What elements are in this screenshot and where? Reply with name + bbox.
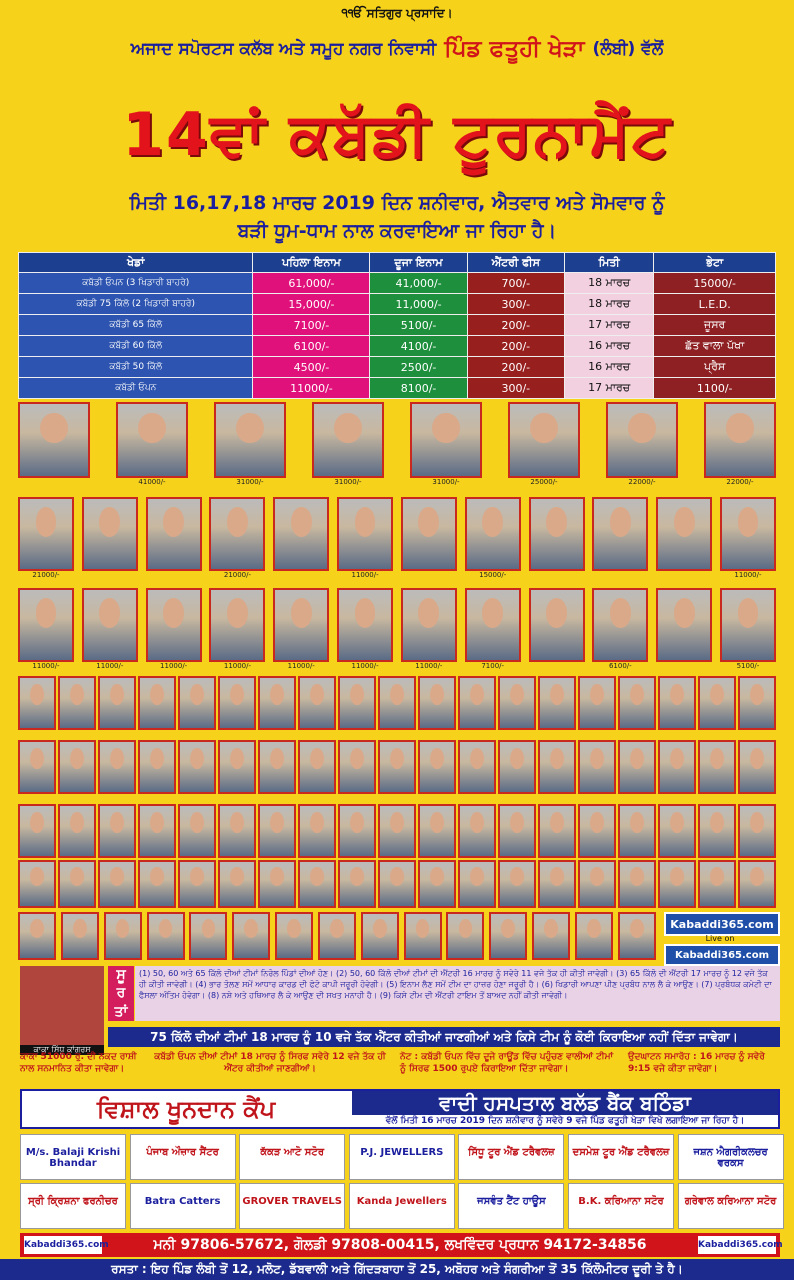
sponsor-ad [678, 1183, 784, 1229]
col-header-second-prize: ਦੂਜਾ ਇਨਾਮ [370, 253, 467, 273]
prize-cell: 8100/- [370, 378, 467, 399]
sponsor-thumb [178, 804, 216, 858]
sponsor-card [656, 497, 712, 579]
sponsor-card [508, 402, 580, 486]
sponsor-thumb [338, 804, 376, 858]
leader-caption: ਕਾਕਾ ਸਿੱਧੂ ਕਾਂਗਰਸ [20, 1045, 104, 1055]
sponsor-photo [704, 402, 776, 478]
prize-table [18, 252, 776, 399]
sponsor-thumb [104, 912, 142, 960]
kabaddi365-web: Kabaddi365.com [664, 944, 780, 966]
sponsor-photo [606, 402, 678, 478]
blood-camp-details: ਵੱਲੋਂ ਮਿਤੀ 16 ਮਾਰਚ 2019 ਦਿਨ ਸ਼ਨੀਵਾਰ ਨੂੰ ਸਵੇਰੇ 9 ਵਜੇ ਪਿੰਡ ਫਤੂਹੀ ਖੇੜਾ ਵਿਖੇ ਲਗਾਇਆ ਜਾ ਰਿਹਾ ਹੈ। [385, 1116, 745, 1126]
sponsor-thumb [138, 740, 176, 794]
sponsor-amount: 21000/- [223, 571, 252, 579]
sponsor-thumb [18, 912, 56, 960]
sponsor-thumb [178, 676, 216, 730]
sponsor-photo [82, 588, 138, 662]
rules-text: (1) 50, 60 ਅਤੇ 65 ਕਿੱਲੋ ਦੀਆਂ ਟੀਮਾਂ ਨਿਰੋਲ ਪਿੰਡਾਂ ਦੀਆਂ ਹੋਣ। (2) 50, 60 ਕਿੱਲੋ ਦੀਆਂ ਟੀਮਾਂ ਦੀ ਐਂਟਰੀ 16 ਮਾਰਚ ਨੂੰ ਸਵੇਰੇ 11 ਵਜੇ ਤੱਕ ਹੀ ਕੀਤੀ ਜਾਵੇਗੀ। (3) 65 ਕਿੱਲੋ ਦੀ ਐਂਟਰੀ 17 ਮਾਰਚ ਨੂੰ 12 ਵਜੇ ਤੱਕ ਹੀ ਕੀਤੀ ਜਾਵੇਗੀ। (4) ਭਾਰ ਤੋਲਣ ਸਮੇਂ ਆਧਾਰ ਕਾਰਡ ਦੀ ਫੋਟੋ ਕਾਪੀ ਜਰੂਰੀ ਹੋਵੇਗੀ। (5) ਇਨਾਮ ਲੈਣ ਸਮੇਂ ਟੀਮ ਦਾ ਹਾਜ਼ਰ ਹੋਣਾ ਜਰੂਰੀ ਹੈ। (6) ਖਿਡਾਰੀ ਆਪਣਾ ਪੀਣ ਪ੍ਰਬੰਧ ਨਾਲ ਲੈ ਕੇ ਆਉਣ। (7) ਪ੍ਰਬੰਧਕ ਕਮੇਟੀ ਦਾ ਫੈਸਲਾ ਅੰਤਿਮ ਹੋਵੇਗਾ। (8) ਨਸ਼ੇ ਅਤੇ ਹਥਿਆਰ ਲੈ ਕੇ ਆਉਣ ਦੀ ਸਖਤ ਮਨਾਹੀ ਹੈ। (9) ਕਿਸੇ ਟੀਮ ਦੀ ਐਂਟਰੀ ਟਾਇਮ ਤੋਂ ਬਾਅਦ ਨਹੀਂ ਕੀਤੀ ਜਾਵੇਗੀ। [135, 966, 780, 1021]
sponsor-ad [130, 1183, 236, 1229]
sponsor-ad [239, 1183, 345, 1229]
sponsor-ad-name: ਜਸਵੰਤ ਟੈਂਟ ਹਾਊਸ [477, 1196, 546, 1207]
sponsor-thumb [458, 676, 496, 730]
sponsor-thumb [738, 740, 776, 794]
sponsor-thumb [98, 804, 136, 858]
sponsor-thumb [458, 740, 496, 794]
sponsor-card [401, 497, 457, 579]
sponsor-photo [401, 588, 457, 662]
prize-cell: 61,000/- [253, 273, 370, 294]
sponsor-thumb [538, 676, 576, 730]
leader-photo [20, 966, 104, 1046]
sponsor-card [312, 402, 384, 486]
sponsor-ad [20, 1134, 126, 1180]
sponsor-photo [720, 497, 776, 571]
sponsor-thumb [618, 676, 656, 730]
sponsor-amount: 15000/- [479, 571, 507, 579]
sponsor-thumb [532, 912, 570, 960]
sponsor-thumb [98, 676, 136, 730]
sponsor-photo [337, 588, 393, 662]
sponsor-thumb [378, 860, 416, 908]
sponsor-ad [349, 1134, 455, 1180]
sponsor-thumb [618, 860, 656, 908]
sponsor-card [18, 497, 74, 579]
sponsor-card [82, 588, 138, 670]
sponsor-card [146, 588, 202, 670]
sponsor-amount: 11000/- [734, 571, 762, 579]
sponsor-ad [349, 1183, 455, 1229]
sponsor-photo [273, 497, 329, 571]
poster-title: 14ਵਾਂ ਕਬੱਡੀ ਟੂਰਨਾਮੈਂਟ [122, 100, 672, 170]
sponsor-ad [20, 1183, 126, 1229]
sponsor-thumb [738, 804, 776, 858]
sponsor-photo [18, 497, 74, 571]
contact-numbers: ਮਨੀ 97806-57672, ਗੋਲਡੀ 97808-00415, ਲਖਵਿੰਦਰ ਪ੍ਰਧਾਨ 94172-34856 [153, 1237, 647, 1253]
sponsor-thumb [498, 676, 536, 730]
prize-cell: 41,000/- [370, 273, 467, 294]
prize-cell: 15000/- [654, 273, 776, 294]
sponsor-amount: 11000/- [287, 662, 315, 670]
sponsor-card [18, 588, 74, 670]
sponsor-thumb [378, 740, 416, 794]
prize-cell: ਕਬੱਡੀ 75 ਕਿੱਲੋ (2 ਖਿਡਾਰੀ ਬਾਹਰੇ) [19, 294, 253, 315]
sponsor-thumb [658, 804, 696, 858]
prize-cell: 6100/- [253, 336, 370, 357]
sponsor-thumb [258, 804, 296, 858]
rules-label-3: ਤਾਂ [114, 1003, 128, 1020]
sponsor-ad-name: Kanda Jewellers [356, 1196, 447, 1207]
prize-row [19, 273, 776, 294]
prize-cell: 5100/- [370, 315, 467, 336]
sponsor-thumb [58, 676, 96, 730]
sponsor-amount: 22000/- [726, 478, 754, 486]
sponsor-thumb [58, 804, 96, 858]
sponsor-photo [656, 588, 712, 662]
sponsor-amount: 25000/- [530, 478, 558, 486]
prize-row [19, 357, 776, 378]
sponsor-thumb [338, 676, 376, 730]
sponsor-card [146, 497, 202, 579]
prize-cell: ਕਬੱਡੀ 60 ਕਿੱਲੋ [19, 336, 253, 357]
sponsor-thumb [418, 676, 456, 730]
notice-75kg: 75 ਕਿੱਲੋ ਦੀਆਂ ਟੀਮਾਂ 18 ਮਾਰਚ ਨੂੰ 10 ਵਜੇ ਤੱਕ ਐਂਟਰ ਕੀਤੀਆਂ ਜਾਣਗੀਆਂ ਅਤੇ ਕਿਸੇ ਟੀਮ ਨੂੰ ਕੋਈ ਕਿਰਾਇਆ ਨਹੀਂ ਦਿੱਤਾ ਜਾਵੇਗਾ। [108, 1027, 780, 1047]
prize-cell: ਜੂਸਰ [654, 315, 776, 336]
prize-cell: 200/- [467, 357, 564, 378]
sponsor-amount: 5100/- [736, 662, 760, 670]
prize-cell: 200/- [467, 336, 564, 357]
sponsor-ad-name: P.J. JEWELLERS [360, 1147, 444, 1158]
sponsor-ad-name: ਸਿੱਧੂ ਟੂਰ ਐਂਡ ਟਰੈਵਲਜ਼ [468, 1147, 555, 1158]
sponsor-thumb [18, 740, 56, 794]
prize-table-header [19, 253, 776, 273]
sponsor-card [720, 497, 776, 579]
sponsor-photo [146, 497, 202, 571]
sponsor-thumb [58, 860, 96, 908]
sponsor-thumb [178, 740, 216, 794]
contact-logo-left: Kabaddi365.com [24, 1236, 102, 1254]
sponsor-thumb [578, 860, 616, 908]
blessing-line: ੧ੴ ਸਤਿਗੁਰ ਪ੍ਰਸਾਦਿ। [341, 6, 453, 20]
organiser-line [10, 24, 784, 74]
sponsor-ad [239, 1134, 345, 1180]
sponsor-photo [312, 402, 384, 478]
sponsor-ad [678, 1134, 784, 1180]
sponsor-thumb [578, 740, 616, 794]
prize-cell: 300/- [467, 294, 564, 315]
sponsor-card [273, 497, 329, 579]
sponsor-thumb [418, 860, 456, 908]
sponsor-photo [82, 497, 138, 571]
sponsor-card [209, 497, 265, 579]
sponsor-card [401, 588, 457, 670]
sponsor-amount: 31000/- [334, 478, 362, 486]
sponsor-photo [656, 497, 712, 571]
sponsor-card [209, 588, 265, 670]
prize-cell: 18 ਮਾਰਚ [564, 294, 653, 315]
sponsor-photo [18, 402, 90, 478]
sponsor-thumb [489, 912, 527, 960]
open-teams-note: ਕਬੱਡੀ ਓਪਨ ਦੀਆਂ ਟੀਮਾਂ 18 ਮਾਰਚ ਨੂੰ ਸਿਰਫ ਸਵੇਰੇ 12 ਵਜੇ ਤੱਕ ਹੀ ਐਂਟਰ ਕੀਤੀਆਂ ਜਾਣਗੀਆਂ। [154, 1052, 386, 1074]
sponsor-thumb [138, 860, 176, 908]
sponsor-thumb [418, 740, 456, 794]
rules-label [108, 966, 134, 1021]
col-header-first-prize: ਪਹਿਲਾ ਇਨਾਮ [253, 253, 370, 273]
sponsor-thumb [404, 912, 442, 960]
sponsor-ad-name: Batra Catters [144, 1196, 221, 1207]
organiser-left: ਅਜਾਦ ਸਪੋਰਟਸ ਕਲੱਬ ਅਤੇ ਸਮੂਹ ਨਗਰ ਨਿਵਾਸੀ [130, 39, 437, 59]
date-line-2: ਬੜੀ ਧੂਮ-ਧਾਮ ਨਾਲ ਕਰਵਾਇਆ ਜਾ ਰਿਹਾ ਹੈ। [237, 220, 557, 242]
sponsor-photo [529, 588, 585, 662]
prize-cell: ਕਬੱਡੀ ਓਪਨ [19, 378, 253, 399]
prize-cell: 16 ਮਾਰਚ [564, 357, 653, 378]
sponsor-thumb [458, 804, 496, 858]
sponsor-thumb [218, 860, 256, 908]
sponsor-card [592, 588, 648, 670]
sponsor-photo [146, 588, 202, 662]
sponsor-card [529, 588, 585, 670]
sponsor-card [704, 402, 776, 486]
col-header-game: ਖੇਡਾਂ [19, 253, 253, 273]
sponsor-photo [116, 402, 188, 478]
sponsor-thumb-row [18, 860, 776, 908]
sponsor-card [18, 402, 90, 486]
sponsor-thumb [189, 912, 227, 960]
sponsor-thumb [138, 804, 176, 858]
sponsor-photo [214, 402, 286, 478]
sponsor-ad [568, 1134, 674, 1180]
sponsor-thumb-row [18, 740, 776, 794]
sponsor-thumb [698, 860, 736, 908]
sponsor-amount: 11000/- [96, 662, 124, 670]
sponsor-card [116, 402, 188, 486]
sponsor-thumb [258, 676, 296, 730]
sponsor-thumb [258, 740, 296, 794]
sponsor-thumb [538, 860, 576, 908]
sponsor-ad [458, 1183, 564, 1229]
sponsor-ad-name: ਕੱਕੜ ਆਟੋ ਸਟੋਰ [260, 1147, 325, 1158]
sponsor-thumb [338, 860, 376, 908]
sponsor-thumb [578, 804, 616, 858]
fare-note: ਨੋਟ : ਕਬੱਡੀ ਓਪਨ ਵਿੱਚ ਦੂਜੇ ਰਾਊਂਡ ਵਿੱਚ ਪਹੁੰਚਣ ਵਾਲੀਆਂ ਟੀਮਾਂ ਨੂੰ ਸਿਰਫ 1500 ਰੁਪਏ ਕਿਰਾਇਆ ਦਿੱਤਾ ਜਾਵੇਗਾ। [400, 1052, 614, 1074]
sponsor-amount: 11000/- [32, 662, 60, 670]
sponsor-thumb [458, 860, 496, 908]
sponsor-thumb [258, 860, 296, 908]
sponsor-thumb [275, 912, 313, 960]
sponsor-thumb [698, 804, 736, 858]
prize-row [19, 378, 776, 399]
sponsor-thumb [418, 804, 456, 858]
sponsor-amount: 21000/- [32, 571, 60, 579]
sponsor-card [720, 588, 776, 670]
rules-label-2: ਰ [116, 985, 126, 1002]
prize-cell: 7100/- [253, 315, 370, 336]
sponsor-ad-name: ਗਰੇਵਾਲ ਕਰਿਆਨਾ ਸਟੋਰ [684, 1196, 777, 1207]
date-line-1: ਮਿਤੀ 16,17,18 ਮਾਰਚ 2019 ਦਿਨ ਸ਼ਨੀਵਾਰ, ਐਤਵਾਰ ਅਤੇ ਸੋਮਵਾਰ ਨੂੰ [129, 192, 665, 214]
prize-cell: 1100/- [654, 378, 776, 399]
prize-cell: 15,000/- [253, 294, 370, 315]
sponsor-ad-name: ਜਸ਼ਨ ਐਗਰੀਕਲਚਰ ਵਰਕਸ [693, 1147, 768, 1169]
sponsor-thumb [98, 740, 136, 794]
sponsor-photo [18, 588, 74, 662]
sponsor-thumb [658, 860, 696, 908]
sponsor-ad [568, 1183, 674, 1229]
sponsor-photo [209, 588, 265, 662]
sponsor-amount: 11000/- [223, 662, 252, 670]
sponsor-ad-name: ਦਸਮੇਸ਼ ਟੂਰ ਐਂਡ ਟਰੈਵਲਜ਼ [572, 1147, 670, 1158]
sponsor-card [337, 588, 393, 670]
sponsor-card [592, 497, 648, 579]
sponsor-thumb [218, 804, 256, 858]
live-on-label: Live on [705, 934, 735, 943]
prize-cell: 200/- [467, 315, 564, 336]
sponsor-amount: 31000/- [432, 478, 460, 486]
sponsor-thumb [61, 912, 99, 960]
rules-label-1: ਸੂ [116, 967, 126, 984]
sponsor-card [214, 402, 286, 486]
leader-note: ਕਾਕਾ 51000 ਰੁ. ਦੀ ਨਕਦ ਰਾਸ਼ੀ ਨਾਲ ਸਨਮਾਨਿਤ ਕੀਤਾ ਜਾਵੇਗਾ। [20, 1052, 137, 1074]
sponsor-card [273, 588, 329, 670]
sponsor-thumb [218, 676, 256, 730]
sponsor-amount: 11000/- [160, 662, 188, 670]
sponsor-thumb [98, 860, 136, 908]
sponsor-thumb [378, 676, 416, 730]
blood-camp-title: ਵਿਸ਼ਾਲ ਖੂਨਦਾਨ ਕੈਂਪ [96, 1095, 276, 1123]
sponsor-thumb [218, 740, 256, 794]
sponsor-photo [465, 588, 521, 662]
prize-row [19, 294, 776, 315]
sponsor-thumb [58, 740, 96, 794]
sponsor-photo [465, 497, 521, 571]
sponsor-ad [130, 1134, 236, 1180]
blood-bank-name: ਵਾਦੀ ਹਸਪਤਾਲ ਬਲੱਡ ਬੈਂਕ ਬਠਿੰਡਾ [352, 1091, 778, 1115]
organiser-village: ਪਿੰਡ ਫਤੂਹੀ ਖੇੜਾ [444, 36, 585, 62]
sponsor-thumb [738, 676, 776, 730]
prize-cell: L.E.D. [654, 294, 776, 315]
sponsor-ad-name: M/s. Balaji Krishi Bhandar [25, 1147, 121, 1169]
sponsor-thumb [18, 804, 56, 858]
prize-cell: 11000/- [253, 378, 370, 399]
sponsor-thumb-row [18, 912, 656, 960]
sponsor-thumb [18, 676, 56, 730]
sponsor-ad-name: B.K. ਕਰਿਆਨਾ ਸਟੋਰ [578, 1196, 664, 1207]
sponsor-thumb [298, 804, 336, 858]
col-header-entry-fee: ਐਂਟਰੀ ਫੀਸ [467, 253, 564, 273]
sponsor-ad-name: ਸ੍ਰੀ ਕ੍ਰਿਸ਼ਨਾ ਫਰਨੀਚਰ [28, 1196, 118, 1207]
sponsor-thumb [698, 740, 736, 794]
blood-camp-banner [20, 1089, 780, 1129]
prize-row [19, 336, 776, 357]
sponsor-amount: 41000/- [138, 478, 166, 486]
sponsor-amount: 11000/- [351, 571, 379, 579]
sponsor-photo [508, 402, 580, 478]
sponsor-photo [720, 588, 776, 662]
sponsor-thumb-row [18, 804, 776, 858]
sponsor-photo [337, 497, 393, 571]
sponsor-thumb [138, 676, 176, 730]
prize-cell: 700/- [467, 273, 564, 294]
sponsor-thumb [538, 740, 576, 794]
prize-cell: 17 ਮਾਰਚ [564, 378, 653, 399]
prize-table-body [19, 273, 776, 399]
sponsor-thumb [618, 912, 656, 960]
sponsor-thumb [698, 676, 736, 730]
sponsor-thumb [298, 740, 336, 794]
sponsor-amount: 7100/- [481, 662, 505, 670]
prize-cell: 18 ਮਾਰਚ [564, 273, 653, 294]
sponsor-row [18, 497, 776, 579]
sponsor-thumb [232, 912, 270, 960]
sponsor-thumb [18, 860, 56, 908]
sponsor-thumb [178, 860, 216, 908]
sponsor-photo [592, 588, 648, 662]
sponsor-thumb [298, 676, 336, 730]
kabaddi365-logo: Kabaddi365.com [664, 912, 780, 936]
sponsor-card [529, 497, 585, 579]
sponsor-thumb [378, 804, 416, 858]
prize-cell: 17 ਮਾਰਚ [564, 315, 653, 336]
sponsor-thumb [318, 912, 356, 960]
prize-cell: ਪ੍ਰੈਸ [654, 357, 776, 378]
sponsor-thumb-row [18, 676, 776, 730]
prize-cell: ਕਬੱਡੀ 50 ਕਿੱਲੋ [19, 357, 253, 378]
prize-cell: 300/- [467, 378, 564, 399]
contact-bar [20, 1233, 783, 1257]
sponsor-row [18, 588, 776, 670]
sponsor-thumb [658, 740, 696, 794]
sponsor-ad-name: ਪੰਜਾਬ ਔਜ਼ਾਰ ਸੈਂਟਰ [146, 1147, 219, 1158]
sponsor-thumb [618, 804, 656, 858]
sponsor-thumb [498, 804, 536, 858]
sponsor-card [465, 588, 521, 670]
sponsor-card [606, 402, 678, 486]
prize-cell: 2500/- [370, 357, 467, 378]
sponsor-thumb [446, 912, 484, 960]
sponsor-thumb [578, 676, 616, 730]
contact-logo-right: Kabaddi365.com [698, 1236, 776, 1254]
prize-cell: ਕਬੱਡੀ 65 ਕਿੱਲੋ [19, 315, 253, 336]
sponsor-amount: 11000/- [351, 662, 379, 670]
sponsor-thumb [298, 860, 336, 908]
sponsor-thumb [538, 804, 576, 858]
sponsor-photo [592, 497, 648, 571]
sponsor-amount: 6100/- [608, 662, 632, 670]
col-header-gift: ਭੇਟਾ [654, 253, 776, 273]
sponsor-thumb [575, 912, 613, 960]
sponsor-thumb [361, 912, 399, 960]
col-header-date: ਮਿਤੀ [564, 253, 653, 273]
sponsor-ad-name: GROVER TRAVELS [242, 1196, 342, 1207]
sponsor-amount: 22000/- [628, 478, 656, 486]
sponsor-photo [273, 588, 329, 662]
route-line: ਰਸਤਾ : ਇਹ ਪਿੰਡ ਲੰਬੀ ਤੋਂ 12, ਮਲੋਟ, ਡੱਬਵਾਲੀ ਅਤੇ ਗਿੱਦੜਬਾਹਾ ਤੋਂ 25, ਅਬੋਹਰ ਅਤੇ ਸੰਗਰੀਆ ਤੋਂ 35 ਕਿੱਲੋਮੀਟਰ ਦੂਰੀ ਤੇ ਹੈ। [0, 1259, 794, 1280]
sponsor-card [465, 497, 521, 579]
sponsor-thumb [498, 860, 536, 908]
sponsor-photo [529, 497, 585, 571]
prize-cell: 11,000/- [370, 294, 467, 315]
sponsor-thumb [338, 740, 376, 794]
sponsor-thumb [618, 740, 656, 794]
sponsor-amount: 31000/- [236, 478, 264, 486]
prize-cell: 4500/- [253, 357, 370, 378]
sponsor-photo [410, 402, 482, 478]
sponsor-thumb [738, 860, 776, 908]
prize-cell: ਛੱਤ ਵਾਲਾ ਪੱਖਾ [654, 336, 776, 357]
prize-cell: 16 ਮਾਰਚ [564, 336, 653, 357]
sponsor-thumb [498, 740, 536, 794]
sponsor-card [82, 497, 138, 579]
sponsor-photo [401, 497, 457, 571]
prize-cell: 4100/- [370, 336, 467, 357]
prize-row [19, 315, 776, 336]
sponsor-thumb [658, 676, 696, 730]
sponsor-thumb [147, 912, 185, 960]
inauguration-note: ਉਦਘਾਟਨ ਸਮਾਰੋਹ : 16 ਮਾਰਚ ਨੂੰ ਸਵੇਰੇ 9:15 ਵਜੇ ਕੀਤਾ ਜਾਵੇਗਾ। [628, 1052, 765, 1074]
sponsor-ad [458, 1134, 564, 1180]
organiser-right: (ਲੰਬੀ) ਵੱਲੋਂ [592, 39, 664, 59]
sponsor-card [337, 497, 393, 579]
prize-cell: ਕਬੱਡੀ ਓਪਨ (3 ਖਿਡਾਰੀ ਬਾਹਰੇ) [19, 273, 253, 294]
sponsor-amount: 11000/- [415, 662, 443, 670]
sponsor-card [410, 402, 482, 486]
sponsor-row [18, 402, 776, 486]
sponsor-card [656, 588, 712, 670]
sponsor-photo [209, 497, 265, 571]
